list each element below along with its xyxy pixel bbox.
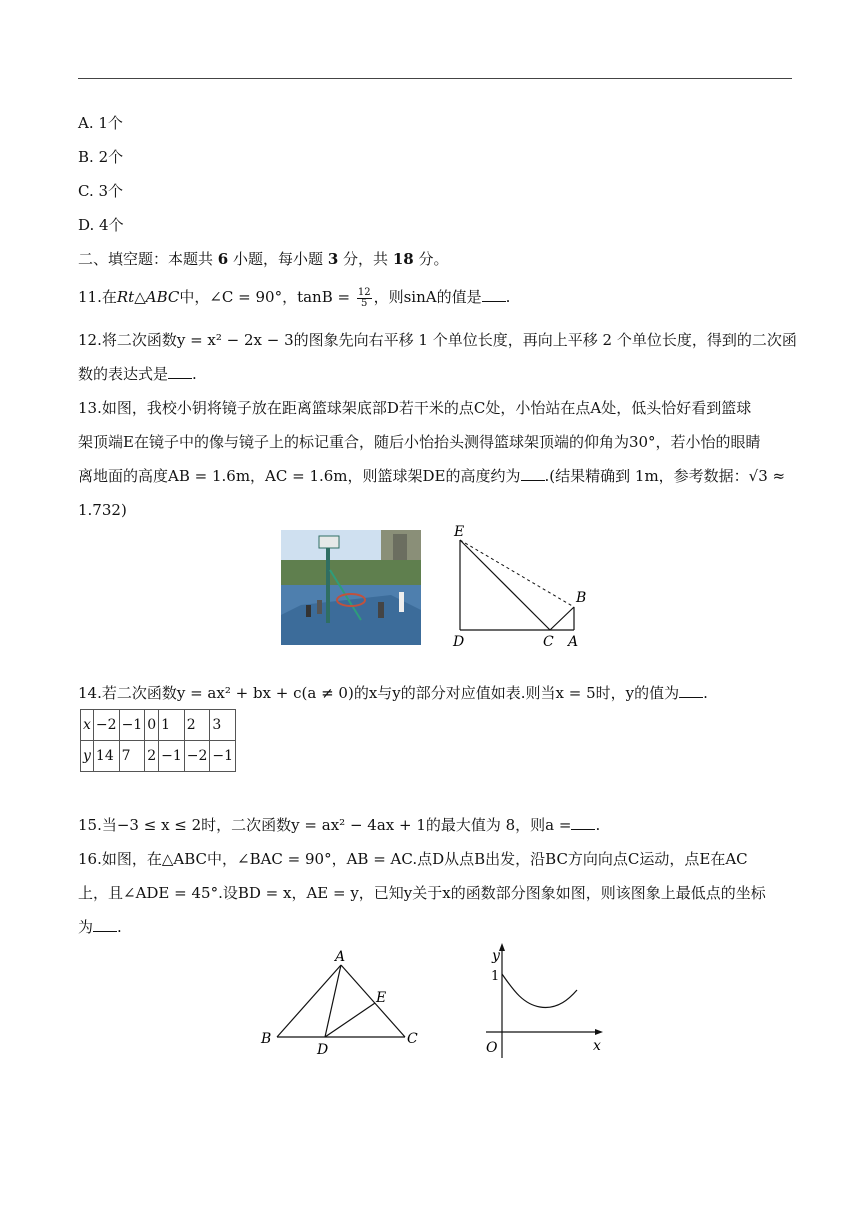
section-heading: 二、填空题：本题共 6 小题，每小题 3 分，共 18 分。	[78, 250, 449, 268]
function-graph	[478, 940, 608, 1062]
table-cell: x	[81, 710, 94, 741]
question-13-line4: 1.732)	[78, 501, 127, 519]
question-13-line3: 离地面的高度AB = 1.6m，AC = 1.6m，则篮球架DE的高度约为 .(结果精确到 1m，参考数据：√3 ≈	[78, 467, 786, 485]
option-d: D. 4个	[78, 216, 124, 234]
answer-blank	[168, 364, 192, 379]
segment-ac	[341, 965, 405, 1037]
option-c: C. 3个	[78, 182, 124, 200]
label-y: y	[492, 948, 500, 964]
question-16-line1: 16.如图，在△ABC中，∠BAC = 90°，AB = AC.点D从点B出发，沿BC方向向点C运动，点E在AC	[78, 850, 748, 868]
table-cell: 7	[119, 741, 145, 772]
table-cell: −1	[210, 741, 236, 772]
label-a: A	[335, 949, 346, 965]
option-a: A. 1个	[78, 114, 123, 132]
answer-blank	[93, 917, 117, 932]
segment-ad	[325, 965, 341, 1037]
question-13-line2: 架顶端E在镜子中的像与镜子上的标记重合，随后小怡抬头测得篮球架顶端的仰角为30°，若小怡的眼睛	[78, 433, 761, 451]
question-16-line3: 为 .	[78, 918, 122, 936]
table-cell: y	[81, 741, 94, 772]
question-12-line1: 12.将二次函数y = x² − 2x − 3的图象先向右平移 1 个单位长度，再向上平移 2 个单位长度，得到的二次函	[78, 331, 797, 349]
label-b: B	[576, 590, 587, 606]
label-d: D	[317, 1042, 329, 1058]
question-14: 14.若二次函数y = ax² + bx + c(a ≠ 0)的x与y的部分对应值如表.则当x = 5时，y的值为 .	[78, 684, 708, 702]
triangle-figure	[255, 948, 430, 1058]
table-cell: 2	[145, 741, 159, 772]
question-13-line1: 13.如图，我校小钥将镜子放在距离篮球架底部D若干米的点C处，小怡站在点A处，低头恰好看到篮球	[78, 399, 752, 417]
table-cell: 3	[210, 710, 236, 741]
label-origin: O	[486, 1040, 498, 1056]
answer-blank	[571, 815, 595, 830]
label-x: x	[593, 1038, 601, 1054]
segment-de	[325, 1003, 375, 1037]
function-curve	[502, 974, 577, 1007]
x-axis-arrow-icon	[595, 1029, 603, 1035]
table-row-y	[81, 741, 236, 772]
table-cell: 0	[145, 710, 159, 741]
label-one: 1	[491, 969, 500, 984]
question-16-line2: 上，且∠ADE = 45°.设BD = x，AE = y，已知y关于x的函数部分图象如图，则该图象上最低点的坐标	[78, 884, 766, 902]
label-e: E	[454, 524, 465, 540]
table-cell: −2	[184, 741, 210, 772]
label-a: A	[568, 634, 579, 650]
table-cell: 1	[159, 710, 185, 741]
table-cell: −2	[93, 710, 119, 741]
fraction: $\frac{12}{5}$	[357, 286, 371, 309]
question-12-line2: 数的表达式是 .	[78, 365, 197, 383]
segment-ab	[277, 965, 341, 1037]
table-cell: −1	[119, 710, 145, 741]
table-cell: −1	[159, 741, 185, 772]
question-11: 11.在Rt△ABC中，∠C = 90°，tanB = $\frac{12}{5}$ ，则sinA的值是 .	[78, 286, 511, 309]
mirror-figure	[440, 520, 600, 650]
segment-ec	[460, 540, 550, 630]
option-b: B. 2个	[78, 148, 124, 166]
answer-blank	[521, 466, 545, 481]
table-cell: 2	[184, 710, 210, 741]
segment-cb	[550, 607, 574, 630]
label-c: C	[407, 1031, 418, 1047]
header-rule	[78, 78, 792, 79]
label-e: E	[376, 990, 387, 1006]
answer-blank	[679, 683, 703, 698]
label-b: B	[261, 1031, 272, 1047]
label-c: C	[543, 634, 554, 650]
table-row-x	[81, 710, 236, 741]
label-d: D	[453, 634, 465, 650]
table-cell: 14	[93, 741, 119, 772]
answer-blank	[482, 287, 506, 302]
basketball-court-photo	[281, 530, 421, 645]
question-15: 15.当−3 ≤ x ≤ 2时，二次函数y = ax² − 4ax + 1的最大值为 8，则a = .	[78, 816, 601, 834]
value-table	[80, 709, 236, 772]
